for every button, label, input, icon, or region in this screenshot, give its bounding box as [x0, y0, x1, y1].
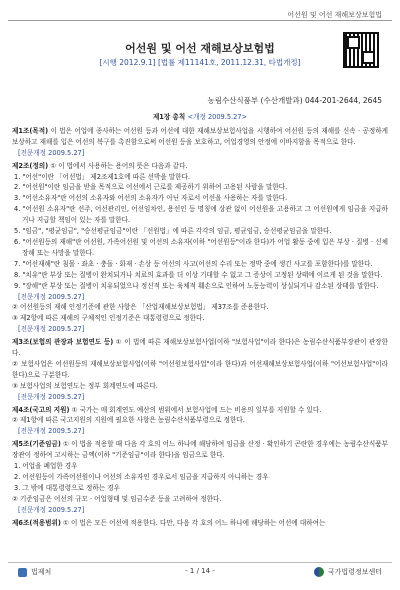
article-paragraph: ② 기준임금은 어선의 규모 · 어업형태 및 임금수준 등을 고려하여 정한다.: [12, 494, 222, 503]
footer-right-label: 국가법령정보센터: [327, 568, 382, 576]
document-title: 어선원 및 어선 재해보상보험법: [125, 42, 275, 55]
article-text: ① 국가는 매 회계연도 예산의 범위에서 보험사업에 드는 비용의 일부를 지원할 수 있다.: [71, 405, 322, 414]
article-item: 1. 어업을 폐업한 경우: [14, 462, 78, 471]
article-text: ① 이 법을 적용할 때 다음 각 호의 어느 하나에 해당하여 임금을 산정 · 확인하기 곤란한 경우에는 농림수산식품부장관이 정하여 고시하는 금액(이하 "기준임금"이라 한다)을 임금으로 한다.: [12, 440, 388, 460]
article-item: 9. "장해"란 부상 또는 질병이 치유되었으나 정신적 또는 육체적 훼손으로 인하여 노동능력이 상실되거나 감소된 상태를 말한다.: [14, 281, 379, 290]
article-text: ① 이 법에 따른 재해보상보험사업(이하 "보험사업"이라 한다)은 농림수산식품부장관이 관장한다.: [12, 338, 388, 358]
footer-left-label: 법제처: [31, 568, 52, 576]
revision-tag[interactable]: [전문개정 2009.5.27]: [18, 427, 85, 436]
law-center-logo-icon: [314, 567, 324, 577]
article-item: 4. "어선원 소유자"란 선주, 어선관리인, 어선임차인, 용선인 등 명칭에 상관 없이 어선원을 고용하고 그 어선원에게 임금을 지급하거나 지급할 책임이 있는 자를 말한다.: [14, 205, 388, 225]
article-heading: 제2조(정의): [12, 161, 49, 170]
ministry-contact: 농림수산식품부 (수산개발과) 044-201-2644, 2645: [207, 96, 382, 105]
header-divider: [8, 20, 392, 21]
enforcement-info: [시행 2012.9.1] [법률 제11141호, 2011.12.31, 타법개정]: [99, 58, 301, 67]
article-paragraph: ② 어선원등의 재해 인정기준에 관한 사항은 「산업재해보상보험법」 제37조를 준용한다.: [12, 303, 269, 312]
article-item: 2. 어선원등이 가족어선원이나 어선의 소유자인 경우로서 임금을 지급하지 아니하는 경우: [14, 473, 269, 481]
article-item: 7. "어선재해"란 침몰 · 좌초 · 충돌 · 화재 · 손상 등 어선의 사고(어선의 수리 또는 정박 중에 생긴 사고를 포함한다)를 말한다.: [14, 259, 373, 268]
article-2: [12, 161, 388, 336]
article-5: [12, 439, 388, 515]
article-4: [12, 405, 388, 438]
article-text: ① 이 법은 모든 어선에 적용한다. 다만, 다음 각 호의 어느 하나에 해당하는 어선에 대하여는: [62, 518, 326, 527]
law-body: [12, 112, 388, 531]
revision-tag[interactable]: [전문개정 2009.5.27]: [18, 325, 85, 334]
chapter-revision: <개정 2009.5.27>: [187, 113, 248, 121]
footer-divider: [8, 562, 392, 563]
article-item: 3. 그 밖에 대통령령으로 정하는 경우: [14, 483, 120, 492]
article-text: ① 이 법에서 사용하는 용어의 뜻은 다음과 같다.: [50, 161, 188, 170]
running-header: 어선원 및 어선 재해보상보험법: [287, 11, 382, 19]
article-text: 이 법은 어업에 종사하는 어선원 등과 어선에 대한 재해보상보험사업을 시행하여 어선원 등의 재해를 신속 · 공정하게 보상하고 재해를 입은 어선의 복구를 촉진함으로써 어선원 등을 보호하고, 어업경영의 안정에 이바지함을 목적으로 한다.: [12, 126, 388, 146]
footer-right: [314, 567, 382, 577]
article-heading: 제5조(기준임금): [12, 440, 61, 449]
page-number: - 1 / 14 -: [185, 567, 215, 575]
article-item: 1. "어선"이란 「어선법」 제2조제1호에 따른 선박을 말한다.: [14, 172, 190, 181]
revision-tag[interactable]: [전문개정 2009.5.27]: [18, 392, 85, 401]
revision-tag[interactable]: [전문개정 2009.5.27]: [18, 505, 85, 514]
revision-tag[interactable]: [전문개정 2009.5.27]: [18, 148, 85, 157]
article-paragraph: ② 보험사업은 어선원등의 재해보상보험사업(이하 "어선원보험사업"이라 한다)과 어선재해보상보험사업(이하 "어선보험사업"이라 한다)으로 구분한다.: [12, 359, 388, 379]
article-paragraph: ③ 제2항에 따른 재해의 구체적인 인정기준은 대통령령으로 정한다.: [12, 314, 205, 323]
article-heading: 제4조(국고의 지원): [12, 405, 70, 414]
article-paragraph: ③ 보험사업의 보험연도는 정부 회계연도에 따른다.: [12, 381, 158, 390]
article-3: [12, 337, 388, 402]
article-heading: 제6조(적용범위): [12, 518, 61, 527]
article-paragraph: ② 제1항에 따른 국고지원의 지원에 필요한 사항은 농림수산식품부령으로 정한다.: [12, 416, 245, 425]
article-1: [12, 126, 388, 159]
article-6: [12, 518, 388, 529]
article-item: 2. "어선원"이란 임금을 받을 목적으로 어선에서 근로를 제공하기 위하여 고용된 사람을 말한다.: [14, 183, 288, 192]
article-heading: 제3조(보험의 관장과 보험연도 등): [12, 338, 114, 347]
article-heading: 제1조(목적): [12, 126, 49, 135]
article-item: 8. "치유"란 부상 또는 질병이 완치되거나 치료의 효과를 더 이상 기대할 수 없고 그 증상이 고정된 상태에 이르게 된 것을 말한다.: [14, 270, 383, 279]
article-item: 6. "어선원등의 재해"란 어선원, 가족어선원 및 어선의 소유자(이하 "어선원등"이라 한다)가 어업 활동 중에 입은 부상 · 질병 · 신체장해 또는 사망을 말한다.: [14, 237, 388, 257]
chapter-heading: 제1장 총칙 <개정 2009.5.27>: [152, 113, 248, 121]
article-item: 3. "어선소유자"란 어선의 소유자와 어선의 소유자가 아닌 자로서 어선을 사용하는 자를 말한다.: [14, 194, 288, 203]
revision-tag[interactable]: [전문개정 2009.5.27]: [18, 292, 85, 301]
article-item: 5. "임금", "평균임금", "승선평균임금"이란 「선원법」에 따른 각각의 임금, 평균임금, 승선평균임금을 말한다.: [14, 227, 332, 236]
